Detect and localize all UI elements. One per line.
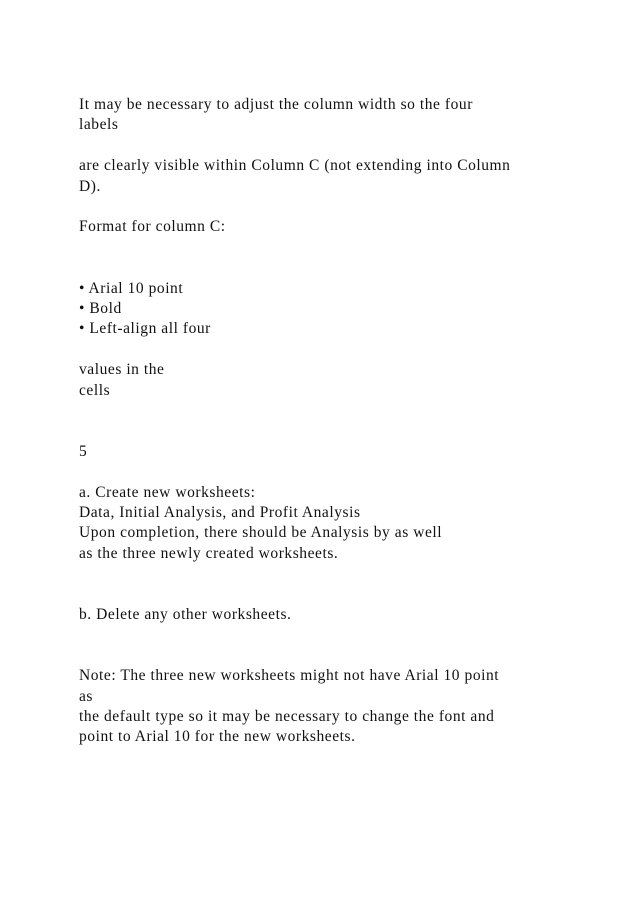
- format-heading: Format for column C:: [79, 218, 226, 236]
- step-a-line2: Data, Initial Analysis, and Profit Analysis: [79, 504, 361, 522]
- step-a-line1: a. Create new worksheets:: [79, 483, 256, 501]
- values-note-line2: cells: [79, 381, 111, 399]
- format-list-item: • Arial 10 point: [79, 279, 184, 297]
- spacer: [79, 238, 599, 279]
- step-a-line4: as the three newly created worksheets.: [79, 544, 339, 562]
- note-line2: as: [79, 687, 94, 705]
- para2-line2: D).: [79, 177, 101, 195]
- spacer: [79, 136, 599, 156]
- format-list-item: • Left-align all four: [79, 320, 211, 338]
- values-note-line1: values in the: [79, 361, 165, 379]
- document-body: [79, 95, 599, 748]
- spacer: [79, 462, 599, 482]
- note-line4: point to Arial 10 for the new worksheets.: [79, 728, 356, 746]
- spacer: [79, 564, 599, 605]
- note-line3: the default type so it may be necessary to change the font and: [79, 708, 495, 726]
- note-line1: Note: The three new worksheets might not have Arial 10 point: [79, 667, 500, 685]
- format-list-item: • Bold: [79, 300, 122, 318]
- spacer: [79, 625, 599, 666]
- para2-line1: are clearly visible within Column C (not extending into Column: [79, 157, 511, 175]
- spacer: [79, 340, 599, 360]
- para1-line2: labels: [79, 116, 119, 134]
- spacer: [79, 401, 599, 442]
- step-b: b. Delete any other worksheets.: [79, 606, 292, 624]
- spacer: [79, 197, 599, 217]
- para1-line1: It may be necessary to adjust the column width so the four: [79, 96, 473, 113]
- step-number: 5: [79, 442, 88, 460]
- step-a-line3: Upon completion, there should be Analysis by as well: [79, 524, 443, 542]
